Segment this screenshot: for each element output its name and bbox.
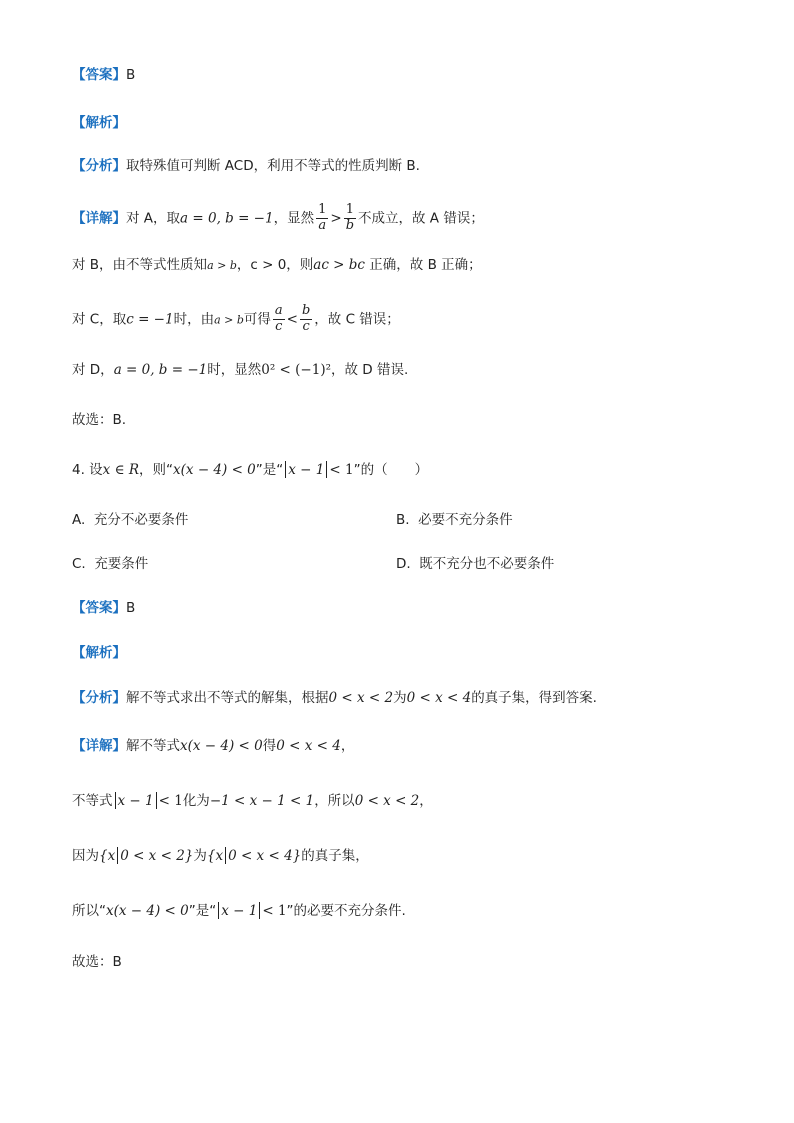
q3-detail-d-expr: 0² < (−1)² xyxy=(261,362,331,378)
q4-fenxi-pre: 解不等式求出不等式的解集，根据 xyxy=(126,690,329,706)
q3-detail-d-cond: a = 0, b = −1 xyxy=(113,362,208,378)
q4-d3-post: 的真子集， xyxy=(301,848,369,864)
q3-answer-line xyxy=(72,64,754,86)
q3-detail-d-post: ，故 D 错误. xyxy=(331,362,409,378)
option-text: 充要条件 xyxy=(94,556,149,572)
q4-stem-ineq2-tail: < 1 xyxy=(329,462,354,478)
q3-detail-c-post: ，故 C 错误； xyxy=(314,311,400,328)
answer-label: 【答案】 xyxy=(72,67,126,83)
q3-fenxi-line xyxy=(72,155,754,177)
option-letter: A. xyxy=(72,512,86,528)
q4-detail-4 xyxy=(72,900,754,922)
option-letter: B. xyxy=(396,512,410,528)
q4-option-d xyxy=(396,553,554,575)
answer-label: 【答案】 xyxy=(72,600,126,616)
q3-detail-b xyxy=(72,254,754,277)
q4-stem-set: x ∈ R xyxy=(102,462,140,478)
q4-stem-mid2: ”是“ xyxy=(255,462,284,478)
option-letter: D. xyxy=(396,556,411,572)
q4-d4-pre: 所以“ xyxy=(72,903,106,919)
analysis-label: 【解析】 xyxy=(72,645,126,661)
option-text: 必要不充分条件 xyxy=(418,512,513,528)
q4-d3-pre: 因为 xyxy=(72,848,99,864)
q4-d3-set1-a: {x xyxy=(99,848,116,864)
q4-d2-pre: 不等式 xyxy=(72,793,113,809)
q3-detail-d-pre: 对 D， xyxy=(72,362,114,378)
q4-fenxi-set1: 0 < x < 2 xyxy=(328,690,394,706)
q3-conclusion xyxy=(72,409,754,431)
q4-option-b xyxy=(396,509,513,531)
q3-detail-b-pre: 对 B，由不等式性质知 xyxy=(72,257,208,273)
q4-detail-3 xyxy=(72,845,754,867)
q4-d3-set1-b: 0 < x < 2} xyxy=(120,848,194,864)
q3-detail-a-post: 不成立，故 A 错误； xyxy=(358,210,484,227)
q4-option-a xyxy=(72,509,188,531)
q3-conclusion-text: 故选：B. xyxy=(72,412,127,428)
q4-fenxi-post: 的真子集，得到答案. xyxy=(471,690,597,706)
q3-answer-value: B xyxy=(126,67,136,83)
q4-d2-mid: 化为 xyxy=(182,793,210,809)
q4-d2-expr: −1 < x − 1 < 1 xyxy=(209,793,315,809)
q4-d2-mid2: ，所以 xyxy=(314,793,355,809)
q4-detail-1 xyxy=(72,735,754,757)
q4-stem-ineq2: x − 1 xyxy=(288,462,325,478)
q4-d2-tail: < 1 xyxy=(158,793,183,809)
fraction-1-over-b: $\frac{1}{b}$ xyxy=(345,202,355,233)
q4-stem-ineq1: x(x − 4) < 0 xyxy=(173,462,256,478)
q3-detail-c-pre: 对 C，取 xyxy=(72,311,127,328)
q3-detail-a-mid: ，显然 xyxy=(273,210,315,227)
q4-d4-post: ”的必要不充分条件. xyxy=(286,903,406,919)
q4-stem-post: ”的（ ） xyxy=(353,462,429,478)
q3-detail-c-cond2: a > b xyxy=(214,313,244,327)
q4-analysis-label-line xyxy=(72,642,754,664)
q4-option-c xyxy=(72,553,148,575)
q3-detail-d-mid: 时，显然 xyxy=(207,362,262,378)
q4-stem-pre: 4. 设 xyxy=(72,462,103,478)
q4-conclusion xyxy=(72,951,754,973)
option-text: 充分不必要条件 xyxy=(93,512,189,528)
q4-fenxi-set2: 0 < x < 4 xyxy=(406,690,472,706)
fenxi-label: 【分析】 xyxy=(72,158,126,174)
q4-fenxi-line xyxy=(72,687,754,709)
q3-detail-a: 【详解】对 A，取a = 0, b = −1，显然 $\frac{1}{a}$ > $\frac{1}{b}$ 不成立，故 A 错误； xyxy=(72,202,484,233)
q3-detail-d xyxy=(72,359,754,381)
q3-detail-b-cond3: ac > bc xyxy=(313,257,365,273)
q3-detail-a-pre: 对 A，取 xyxy=(126,210,181,227)
q3-detail-c-cond: c = −1 xyxy=(126,311,174,328)
xiangjie-label: 【详解】 xyxy=(72,738,126,754)
fraction-1-over-a: $\frac{1}{a}$ xyxy=(318,202,327,233)
q3-detail-b-post: 正确，故 B 正确； xyxy=(365,257,482,273)
xiangjie-label: 【详解】 xyxy=(72,210,126,227)
q4-d3-set2-a: {x xyxy=(206,848,224,864)
q3-detail-c-mid2: 可得 xyxy=(243,311,271,328)
q3-detail-c-mid: 时，由 xyxy=(173,311,215,328)
q3-detail-b-cond1: a > b xyxy=(207,259,237,272)
q3-detail-b-cond2: ，c > 0，则 xyxy=(236,257,314,273)
option-letter: C. xyxy=(72,556,86,572)
q3-analysis-label-line xyxy=(72,112,754,134)
q4-detail-2 xyxy=(72,790,754,812)
q4-d2-res: 0 < x < 2 xyxy=(354,793,420,809)
q4-stem xyxy=(72,459,754,481)
q4-d2-abs: x − 1 xyxy=(117,793,154,809)
q4-conclusion-text: 故选：B xyxy=(72,954,122,970)
analysis-label: 【解析】 xyxy=(72,115,126,131)
q3-fenxi-text: 取特殊值可判断 ACD，利用不等式的性质判断 B. xyxy=(126,158,420,174)
q4-d3-set2-b: 0 < x < 4} xyxy=(228,848,302,864)
q3-detail-a-cond: a = 0, b = −1 xyxy=(180,210,274,227)
q4-d1-res: 0 < x < 4 xyxy=(276,738,341,754)
q4-fenxi-mid: 为 xyxy=(393,690,407,706)
q4-answer-value: B xyxy=(126,600,136,616)
q4-d4-mid: ”是“ xyxy=(188,903,217,919)
q4-d4-expr1: x(x − 4) < 0 xyxy=(106,903,189,919)
q4-stem-mid: ，则“ xyxy=(139,462,174,478)
q4-d1-mid: 得 xyxy=(262,738,277,754)
option-text: 既不充分也不必要条件 xyxy=(419,556,555,572)
fraction-a-over-c: $\frac{a}{c}$ xyxy=(274,303,283,334)
q4-d1-post: ， xyxy=(340,738,355,754)
q4-d3-mid: 为 xyxy=(193,848,207,864)
q4-d4-tail: < 1 xyxy=(262,903,287,919)
q4-d4-abs: x − 1 xyxy=(221,903,258,919)
fenxi-label: 【分析】 xyxy=(72,690,126,706)
q4-d1-expr: x(x − 4) < 0 xyxy=(180,738,263,754)
q4-d2-post: ， xyxy=(419,793,433,809)
fraction-b-over-c: $\frac{b}{c}$ xyxy=(301,303,311,334)
q3-detail-c: 对 C，取c = −1时，由a > b可得 $\frac{a}{c}$ < $\frac{b}{c}$ ，故 C 错误； xyxy=(72,303,400,334)
q4-d1-pre: 解不等式 xyxy=(126,738,180,754)
q4-answer-line xyxy=(72,597,754,619)
